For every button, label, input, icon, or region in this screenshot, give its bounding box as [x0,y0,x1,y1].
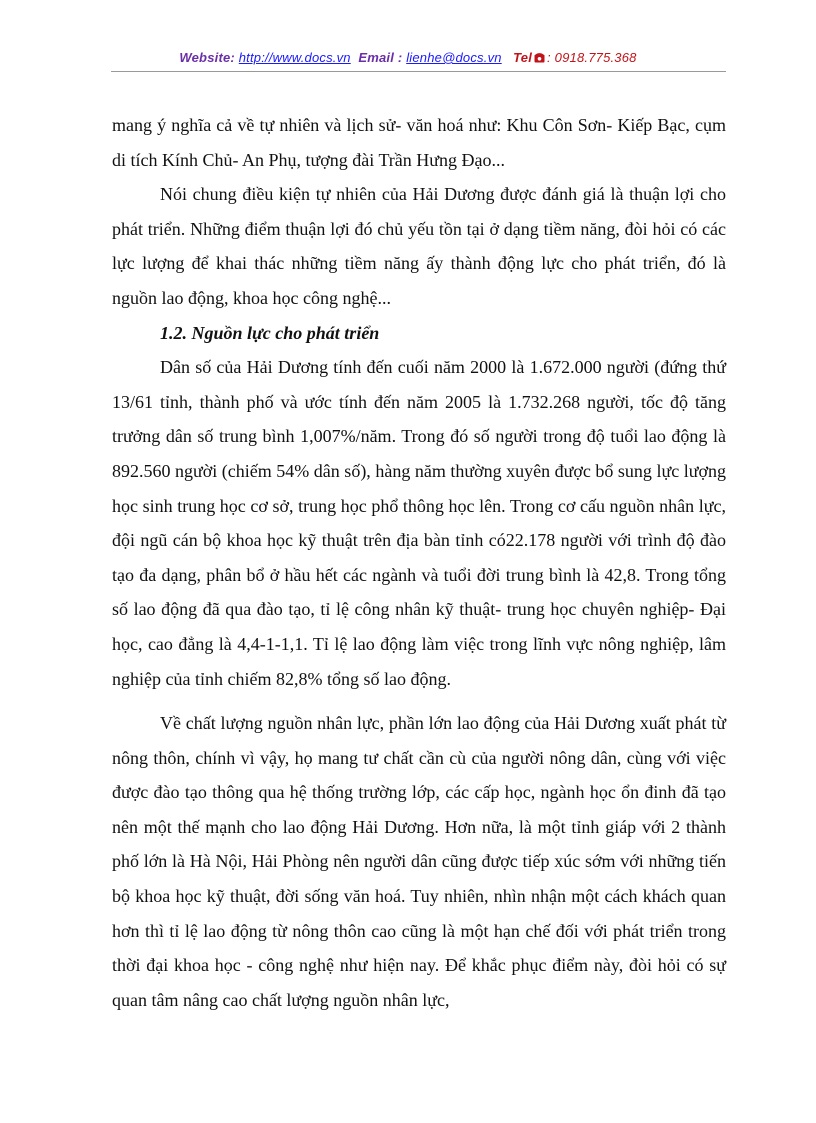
email-link[interactable]: lienhe@docs.vn [406,50,502,65]
paragraph-4: Về chất lượng nguồn nhân lực, phần lớn lao động của Hải Dương xuất phát từ nông thôn, chính vì vậy, họ mang tư chất cần cù của người nông dân, cùng với việc được đào tạo thông qua hệ thống trường lớp, các cấp học, ngành học ổn đinh đã tạo nên một thế mạnh cho lao động Hải Dương. Hơn nữa, là một tỉnh giáp với 2 thành phố lớn là Hà Nội, Hải Phòng nên người dân cũng được tiếp xúc sớm với những tiến bộ khoa học kỹ thuật, đời sống văn hoá. Tuy nhiên, nhìn nhận một cách khách quan hơn thì tỉ lệ lao động từ nông thôn cao cũng là một hạn chế đối với phát triển trong thời đại khoa học - công nghệ như hiện nay. Để khắc phục điểm này, đòi hỏi có sự quan tâm nâng cao chất lượng nguồn nhân lực, [112,713,726,1010]
page-header [0,50,816,65]
document-body [112,108,726,1017]
email-label: Email [358,50,395,65]
website-separator: : [230,50,239,65]
paragraph-1: mang ý nghĩa cả về tự nhiên và lịch sử- văn hoá như: Khu Côn Sơn- Kiếp Bạc, cụm di tích Kính Chủ- An Phụ, tượng đài Trần Hưng Đạo... [112,115,726,170]
website-label: Website [179,50,231,65]
header-divider [111,71,726,72]
phone-number: 0918.775.368 [554,50,637,65]
phone-separator: : [547,50,555,65]
paragraph-2: Nói chung điều kiện tự nhiên của Hải Dương được đánh giá là thuận lợi cho phát triển. Những điểm thuận lợi đó chủ yếu tồn tại ở dạng tiềm năng, đòi hỏi có các lực lượng để khai thác những tiềm năng ấy thành động lực cho phát triển, đó là nguồn lao động, khoa học công nghệ... [112,184,726,308]
section-heading: 1.2. Nguồn lực cho phát triển [160,322,380,343]
paragraph-3: Dân số của Hải Dương tính đến cuối năm 2000 là 1.672.000 người (đứng thứ 13/61 tỉnh, thành phố và ước tính đến năm 2005 là 1.732.268 người, tốc độ tăng trưởng dân số trung bình 1,007%/năm. Trong đó số người trong độ tuổi lao động là 892.560 người (chiếm 54% dân số), hàng năm thường xuyên được bổ sung lực lượng học sinh trung học cơ sở, trung học phổ thông học lên. Trong cơ cấu nguồn nhân lực, đội ngũ cán bộ khoa học kỹ thuật trên địa bàn tỉnh có22.178 người với trình độ đào tạo đa dạng, phân bổ ở hầu hết các ngành và tuổi đời trung bình là 42,8. Trong tổng số lao động đã qua đào tạo, tỉ lệ công nhân kỹ thuật- trung học chuyên nghiệp- Đại học, cao đẳng là 4,4-1-1,1. Tỉ lệ lao động làm việc trong lĩnh vực nông nghiệp, lâm nghiệp của tỉnh chiếm 82,8% tổng số lao động. [112,357,726,689]
telephone-icon [534,53,545,63]
website-link[interactable]: http://www.docs.vn [238,50,351,65]
email-separator: : [394,50,407,65]
tel-label: Tel [513,50,533,65]
